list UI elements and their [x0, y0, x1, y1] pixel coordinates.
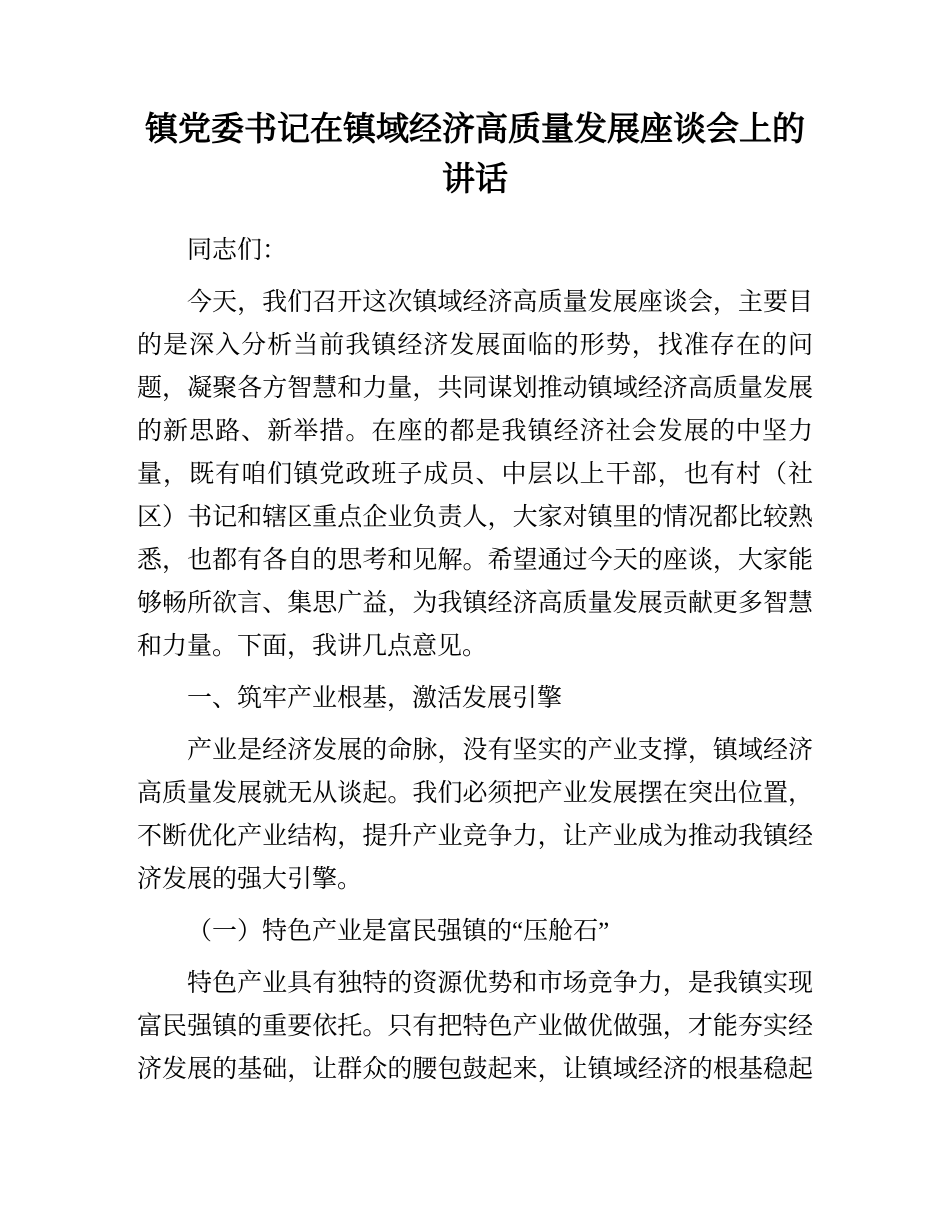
- paragraph-industry-foundation: 产业是经济发展的命脉，没有坚实的产业支撑，镇域经济高质量发展就无从谈起。我们必须把产业发展摆在突出位置，不断优化产业结构，提升产业竞争力，让产业成为推动我镇经济发展的强大引擎。: [137, 737, 813, 893]
- document-body: [137, 104, 813, 1091]
- salutation: 同志们：: [187, 237, 288, 264]
- document-title: 镇党委书记在镇域经济高质量发展座谈会上的讲话: [145, 110, 805, 197]
- subsection-heading-1-1: （一）特色产业是富民强镇的“压舱石”: [187, 918, 610, 945]
- section-heading-1: 一、筑牢产业根基，激活发展引擎: [187, 685, 563, 712]
- paragraph-opening: 今天，我们召开这次镇域经济高质量发展座谈会，主要目的是深入分析当前我镇经济发展面临的形势，找准存在的问题，凝聚各方智慧和力量，共同谋划推动镇域经济高质量发展的新思路、新举措。在座的都是我镇经济社会发展的中坚力量，既有咱们镇党政班子成员、中层以上干部，也有村（社区）书记和辖区重点企业负责人，大家对镇里的情况都比较熟悉，也都有各自的思考和见解。希望通过今天的座谈，大家能够畅所欲言、集思广益，为我镇经济高质量发展贡献更多智慧和力量。下面，我讲几点意见。: [137, 289, 813, 660]
- paragraph-special-industry: 特色产业具有独特的资源优势和市场竞争力，是我镇实现富民强镇的重要依托。只有把特色产业做优做强，才能夯实经济发展的基础，让群众的腰包鼓起来，让镇域经济的根基稳起: [137, 970, 813, 1083]
